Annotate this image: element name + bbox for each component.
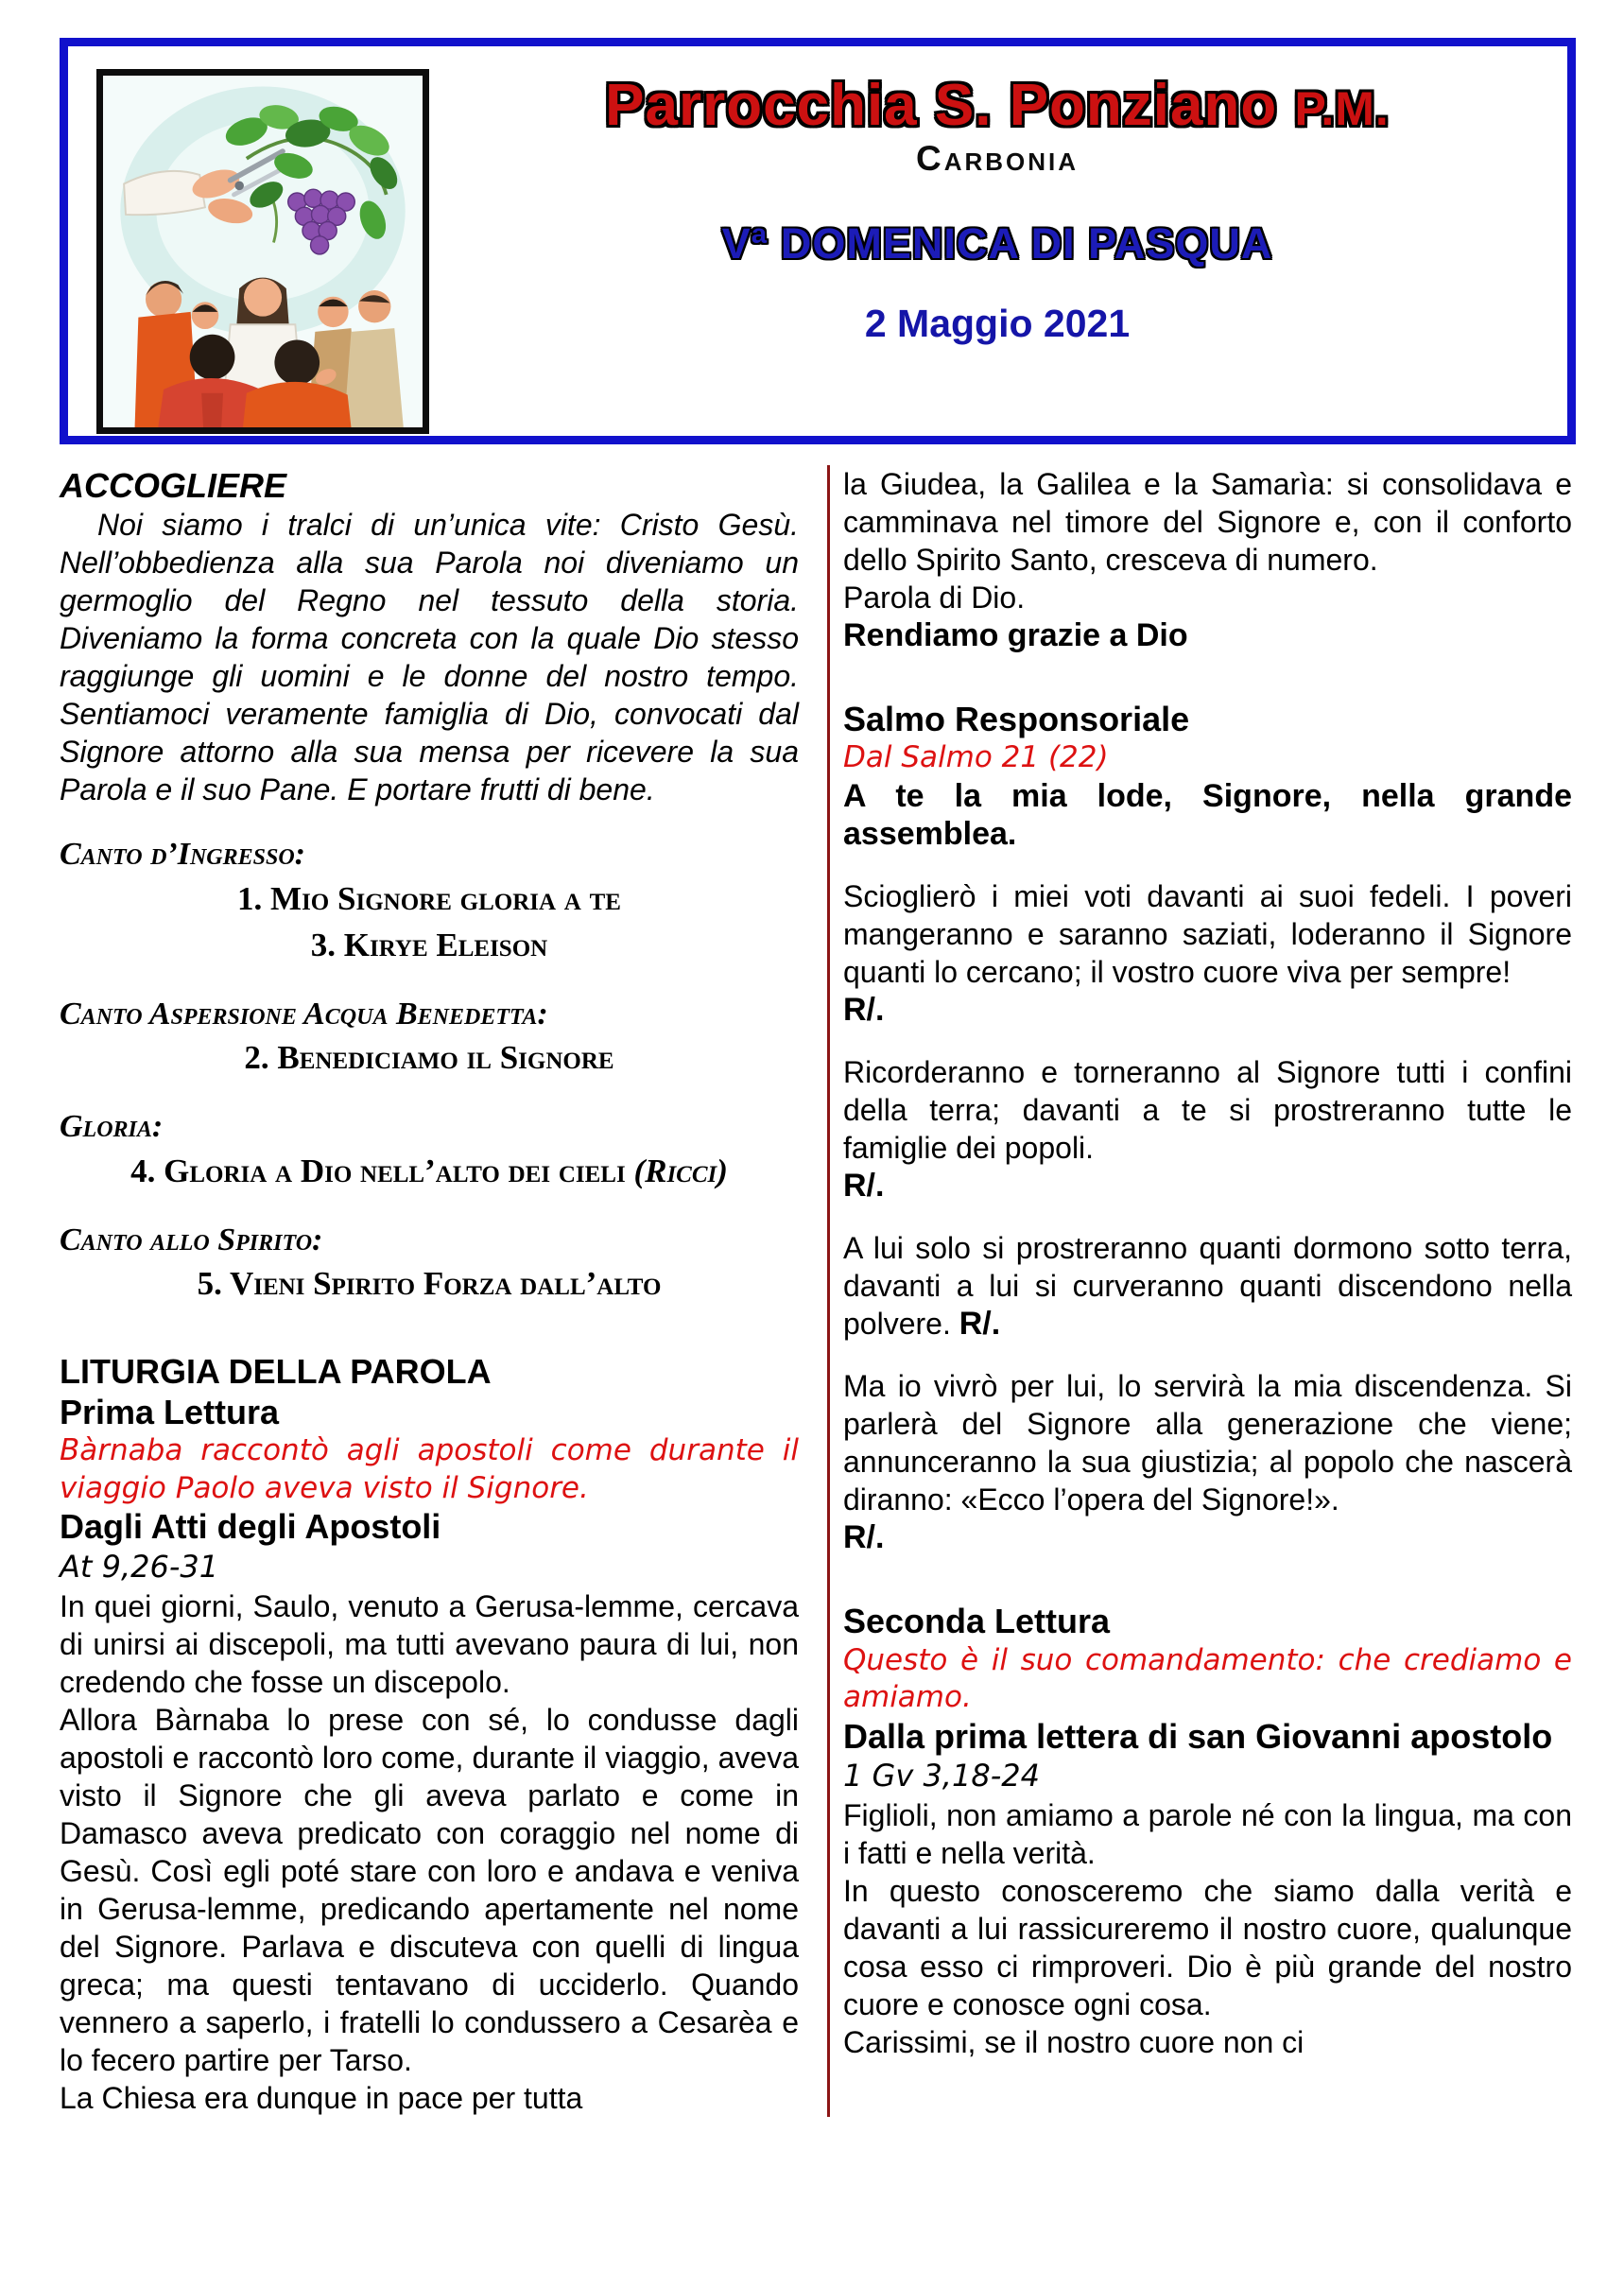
salmo-response-text: A te la mia lode, Signore, nella grande assemblea. xyxy=(843,778,1572,853)
acclamation: Rendiamo grazie a Dio xyxy=(843,617,1188,653)
reading-continuation: la Giudea, la Galilea e la Samarìa: si consolidava e camminava nel timore del Signore e, con il conforto dello Spirito Santo, cresceva di numero. xyxy=(843,467,1572,577)
two-column-body xyxy=(60,465,1572,2117)
seconda-lettura-intro: Questo è il suo comandamento: che crediamo e amiamo. xyxy=(843,1642,1572,1715)
psalm-stanza xyxy=(843,1053,1572,1205)
prima-lettura-heading: Prima Lettura xyxy=(60,1392,280,1431)
reading-paragraph: In quei giorni, Saulo, venuto a Gerusa-lemme, cercava di unirsi ai discepoli, ma tutti avevano paura di lui, non credendo che fosse un discepolo. xyxy=(60,1588,799,1699)
stanza-text: Scioglierò i miei voti davanti ai suoi fedeli. I poveri mangeranno e saranno saziati, loderanno il Signore quanti lo cercano; il vostro cuore viva per sempre! xyxy=(843,879,1572,990)
canto-item: 1. Mio Signore gloria a te xyxy=(237,879,621,917)
reading-paragraph: Figlioli, non amiamo a parole né con la lingua, ma con i fatti e nella verità. xyxy=(843,1798,1572,1871)
header-box xyxy=(60,38,1576,444)
feast-title: Vª DOMENICA DI PASQUA xyxy=(721,218,1273,268)
canto-aspersione-label: Canto Aspersione Acqua Benedetta: xyxy=(60,996,548,1031)
header-text xyxy=(427,46,1567,436)
psalm-stanza xyxy=(843,1229,1572,1343)
stanza-text: Ma io vivrò per lui, lo servirà la mia discendenza. Si parlerà del Signore alla generazione che viene; annunceranno la sua giustizia; al popolo che nascerà diranno: «Ecco l’opera del Signore!». xyxy=(843,1369,1572,1517)
seconda-lettura-heading: Seconda Lettura xyxy=(843,1602,1111,1641)
stanza-text-inline: A lui solo si prostreranno quanti dormono sotto terra, davanti a lui si curveranno quanti discendono nella polvere. xyxy=(843,1231,1572,1342)
canto-item xyxy=(60,1148,799,1194)
prima-lettura-source: Dagli Atti degli Apostoli xyxy=(60,1507,441,1547)
stanza-text: Ricorderanno e torneranno al Signore tutti i confini della terra; davanti a te si prostreranno tutte le famiglie dei popoli. xyxy=(843,1055,1572,1166)
canto-item-text: 4. Gloria a Dio nell’alto dei cieli xyxy=(130,1152,634,1189)
response-mark: R/. xyxy=(843,992,885,1029)
header-image xyxy=(96,69,429,434)
parish-title xyxy=(605,75,1390,136)
accogliere-text: Noi siamo i tralci di un’unica vite: Cristo Gesù. Nell’obbedienza alla sua Parola noi diveniamo un germoglio del Regno nel tessuto della storia. Diveniamo la forma concreta con la quale Dio stesso raggiunge gli uomini e le donne del nostro tempo. Sentiamoci veramente famiglia di Dio, convocati dal Signore attorno alla sua mensa per ricevere la sua Parola e il suo Pane. E portare frutti di bene. xyxy=(60,508,799,807)
liturgia-heading: LITURGIA DELLA PAROLA xyxy=(60,1352,492,1392)
accogliere-heading: ACCOGLIERE xyxy=(60,466,287,505)
parish-title-main: Parrocchia S. Ponziano xyxy=(605,73,1278,138)
vine-pruning-illustration xyxy=(103,76,423,427)
salmo-reference: Dal Salmo 21 (22) xyxy=(843,740,1109,775)
canto-spirito-label: Canto allo Spirito: xyxy=(60,1222,323,1257)
prima-lettura-intro: Bàrnaba raccontò agli apostoli come durante il viaggio Paolo aveva visto il Signore. xyxy=(60,1433,799,1505)
parish-title-suffix: P.M. xyxy=(1294,82,1390,135)
response-mark: R/. xyxy=(959,1306,1001,1343)
reading-paragraph: Carissimi, se il nostro cuore non ci xyxy=(843,2025,1304,2060)
seconda-lettura-source: Dalla prima lettera di san Giovanni apostolo xyxy=(843,1716,1553,1756)
seconda-lettura-reference: 1 Gv 3,18-24 xyxy=(843,1758,1040,1794)
stanza-text xyxy=(843,1229,1572,1343)
salmo-heading: Salmo Responsoriale xyxy=(843,700,1190,738)
canto-item: 2. Benediciamo il Signore xyxy=(244,1039,614,1077)
gloria-label: Gloria: xyxy=(60,1109,164,1145)
reading-paragraph: La Chiesa era dunque in pace per tutta xyxy=(60,2080,583,2115)
response-mark: R/. xyxy=(843,1519,885,1556)
reading-paragraph: Allora Bàrnaba lo prese con sé, lo condusse dagli apostoli e raccontò loro come, durante il viaggio, aveva visto il Signore che gli aveva parlato e come in Damasco aveva predicato con coraggio nel nome di Gesù. Così egli poté stare con loro e andava e veniva in Gerusa-lemme, predicando apertamente nel nome del Signore. Parlava e discuteva con quelli di lingua greca; ma questi tentavano di ucciderlo. Quando vennero a saperlo, i fratelli lo condussero a Cesarèa e lo fecero partire per Tarso. xyxy=(60,1702,799,2077)
response-mark: R/. xyxy=(843,1168,885,1205)
date-label: 2 Maggio 2021 xyxy=(864,302,1131,346)
canto-item-note: (Ricci) xyxy=(633,1152,728,1189)
reading-paragraph: In questo conosceremo che siamo dalla verità e davanti a lui rassicureremo il nostro cuore, qualunque cosa esso ci rimproveri. Dio è più grande del nostro cuore e conosce ogni cosa. xyxy=(843,1874,1572,2022)
psalm-stanza xyxy=(843,877,1572,1029)
canto-ingresso-label: Canto d’Ingresso: xyxy=(60,837,305,873)
canto-item: 5. Vieni Spirito Forza dall’alto xyxy=(197,1265,662,1303)
prima-lettura-reference: At 9,26-31 xyxy=(60,1548,219,1585)
canto-item: 3. Kirye Eleison xyxy=(310,926,548,963)
parola-di-dio: Parola di Dio. xyxy=(843,581,1026,615)
column-divider xyxy=(827,465,830,2117)
city-label: Carbonia xyxy=(915,139,1080,179)
psalm-stanza xyxy=(843,1367,1572,1556)
left-column xyxy=(60,465,799,2117)
right-column xyxy=(843,465,1572,2117)
